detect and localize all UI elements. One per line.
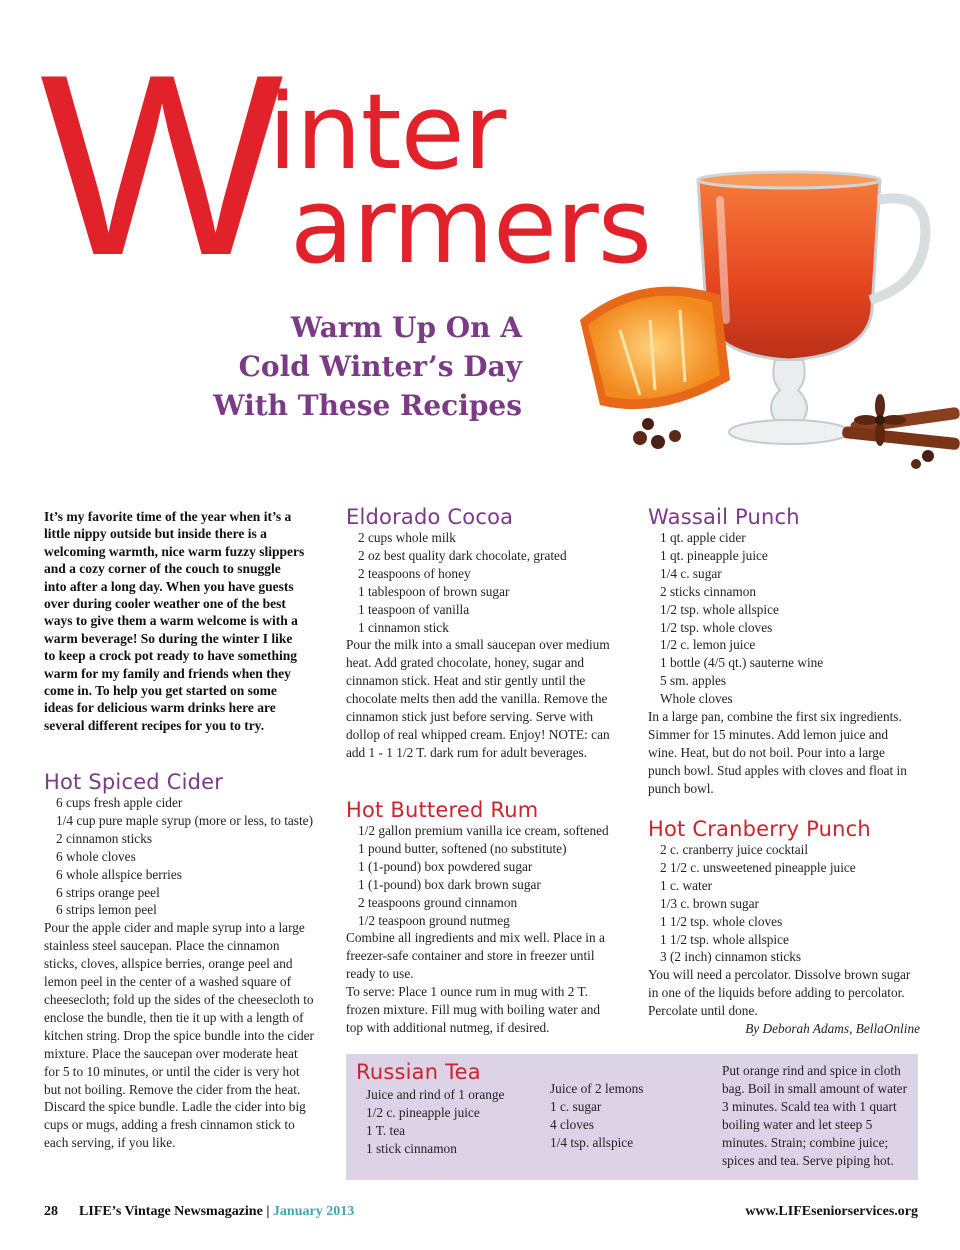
ingredient-list-2 (538, 1080, 708, 1152)
recipe-title: Hot Buttered Rum (346, 798, 539, 822)
recipe-directions: Pour the apple cider and maple syrup into a large stainless steel saucepan. Place the cinnamon sticks, cloves, allspice berries, orange peel and lemon peel in the center of a washed square of cheesecloth; fold up the sides of the cheesecloth to enclose the bundle, then tie it up with a length of kitchen string. Drop the spice bundle into the cider mixture. Place the saucepan over moderate heat for 5 to 10 minutes, or until the cider is very hot but not boiling. Remove the cider from the heat. Discard the spice bundle. Ladle the cider into big cups or mugs, adding a fresh cinnamon stick to each serving, if you like. (44, 920, 314, 1151)
ingredient: 1 T. tea (366, 1122, 406, 1138)
title-big-letter: W (40, 20, 278, 309)
recipe-hot-cranberry-punch (648, 817, 920, 1038)
recipe-directions: Combine all ingredients and mix well. Place in a freezer-safe container and store in freezer until ready to use. (346, 930, 605, 982)
ingredient: 3 (2 inch) cinnamon sticks (660, 949, 802, 965)
ingredient: 1/3 c. brown sugar (660, 895, 759, 911)
ingredient: 1 pound butter, softened (no substitute) (358, 840, 567, 856)
recipe-title: Russian Tea (356, 1060, 481, 1084)
recipe-eldorado-cocoa (346, 505, 618, 762)
ingredient: 1/4 c. sugar (660, 565, 722, 581)
recipe-hot-spiced-cider (44, 770, 314, 1152)
recipe-title: Hot Cranberry Punch (648, 817, 871, 841)
recipe-directions: In a large pan, combine the first six ingredients. Simmer for 15 minutes. Add lemon juice and wine. Heat, but do not boil. Pour into a large punch bowl. Stud apples with cloves and float in punch bowl. (648, 709, 907, 796)
subtitle-line-2: Cold Winter’s Day (238, 350, 522, 383)
ingredient: 5 sm. apples (660, 673, 727, 689)
ingredient-list (648, 841, 920, 966)
ingredient: 6 strips orange peel (56, 884, 160, 900)
ingredient: 6 whole cloves (56, 848, 136, 864)
ingredient: 6 strips lemon peel (56, 902, 157, 918)
ingredient: 1 1/2 tsp. whole allspice (660, 931, 789, 947)
intro-paragraph: It’s my favorite time of the year when it’s a little nippy outside but inside there is a welcoming warmth, nice warm fuzzy slippers and a cozy corner of the couch to snuggle into after a long day. When you have guests over during cooler weather one of the best ways to give them a warm welcome is with a warm beverage! So during the winter I like to keep a crock pot ready to have something warm for my family and friends when they come in. To help you get started on some ideas for delicious warm drinks here are several different recipes for you to try. (44, 509, 305, 733)
author-byline: By Deborah Adams, BellaOnline (745, 1021, 920, 1037)
russian-tea-box (346, 1054, 918, 1180)
ingredient-list-1 (354, 1086, 544, 1158)
recipe-directions: Pour the milk into a small saucepan over medium heat. Add grated chocolate, honey, sugar and cinnamon stick. Heat and stir gently until the chocolate melts then add the vanilla. Remove the cinnamon stick just before serving. Serve with dollop of real whipped cream. Enjoy! NOTE: can add 1 - 1 1/2 T. dark rum for adult beverages. (346, 637, 610, 760)
ingredient: 2 oz best quality dark chocolate, grated (358, 547, 567, 563)
ingredient: 2 sticks cinnamon (660, 583, 757, 599)
footer-separator: | (266, 1204, 270, 1219)
recipe-title: Wassail Punch (648, 505, 800, 529)
recipe-directions: You will need a percolator. Dissolve brown sugar in one of the liquids before adding to percolator. Percolate until done. (648, 967, 911, 1019)
ingredient: 1 qt. apple cider (660, 530, 746, 545)
ingredient: 1/4 tsp. allspice (550, 1134, 634, 1150)
title-line-1: inter (268, 71, 506, 193)
ingredient: 1 qt. pineapple juice (660, 547, 768, 563)
ingredient: 1/4 cup pure maple syrup (more or less, to taste) (56, 812, 314, 828)
ingredient: 6 whole allspice berries (56, 866, 182, 882)
subtitle-line-3: With These Recipes (213, 389, 522, 422)
subtitle (162, 308, 522, 425)
ingredient: 1 c. sugar (550, 1098, 602, 1114)
ingredient: 2 c. cranberry juice cocktail (660, 842, 809, 857)
ingredient: 1/2 tsp. whole cloves (660, 619, 773, 635)
ingredient: 1 teaspoon of vanilla (358, 601, 470, 617)
recipe-wassail-punch (648, 505, 920, 798)
ingredient: 1/2 tsp. whole allspice (660, 601, 779, 617)
ingredient: Juice and rind of 1 orange (366, 1087, 505, 1102)
publication-name: LIFE’s Vintage Newsmagazine (79, 1204, 263, 1219)
ingredient: Whole cloves (660, 691, 733, 707)
ingredient: 2 cups whole milk (358, 530, 456, 545)
ingredient: 2 teaspoons ground cinnamon (358, 894, 518, 910)
ingredient: 1 1/2 tsp. whole cloves (660, 913, 783, 929)
ingredient: 1/2 gallon premium vanilla ice cream, softened (358, 823, 609, 838)
recipe-directions: Put orange rind and spice in cloth bag. Boil in small amount of water 3 minutes. Scald tea with 1 quart boiling water and let steep 5 minutes. Strain; combine juice; spices and tea. Serve piping hot. (722, 1063, 908, 1168)
subtitle-line-1: Warm Up On A (290, 311, 522, 344)
ingredient: 2 1/2 c. unsweetened pineapple juice (660, 859, 856, 875)
ingredient: 1/2 c. lemon juice (660, 637, 756, 653)
recipe-title: Hot Spiced Cider (44, 770, 224, 794)
ingredient-list (346, 822, 618, 929)
ingredient: 1 cinnamon stick (358, 619, 449, 635)
ingredient-list (346, 529, 618, 636)
ingredient: 1/2 c. pineapple juice (366, 1104, 480, 1120)
ingredient: 2 cinnamon sticks (56, 830, 153, 846)
page-footer-left (44, 1204, 354, 1220)
ingredient: 1 tablespoon of brown sugar (358, 583, 510, 599)
title-line-2: armers (290, 165, 651, 287)
ingredient: Juice of 2 lemons (550, 1081, 644, 1096)
ingredient-list (648, 529, 920, 708)
ingredient: 4 cloves (550, 1116, 594, 1132)
ingredient: 1/2 teaspoon ground nutmeg (358, 912, 510, 928)
recipe-hot-buttered-rum (346, 798, 618, 1037)
page-number: 28 (44, 1204, 58, 1219)
recipe-serving: To serve: Place 1 ounce rum in mug with 2 T. frozen mixture. Fill mug with boiling water and top with additional nutmeg, if desired. (346, 984, 601, 1035)
ingredient-list (44, 794, 314, 919)
ingredient: 1 (1-pound) box powdered sugar (358, 858, 533, 874)
ingredient: 1 c. water (660, 877, 713, 893)
ingredient: 2 teaspoons of honey (358, 565, 471, 581)
ingredient: 1 stick cinnamon (366, 1140, 457, 1156)
issue-month: January 2013 (272, 1204, 355, 1219)
ingredient: 1 bottle (4/5 qt.) sauterne wine (660, 655, 824, 671)
ingredient: 6 cups fresh apple cider (56, 795, 183, 810)
website-url: www.LIFEseniorservices.org (745, 1204, 918, 1219)
tea-glass-photo (580, 120, 960, 480)
recipe-title: Eldorado Cocoa (346, 505, 514, 529)
ingredient: 1 (1-pound) box dark brown sugar (358, 876, 541, 892)
